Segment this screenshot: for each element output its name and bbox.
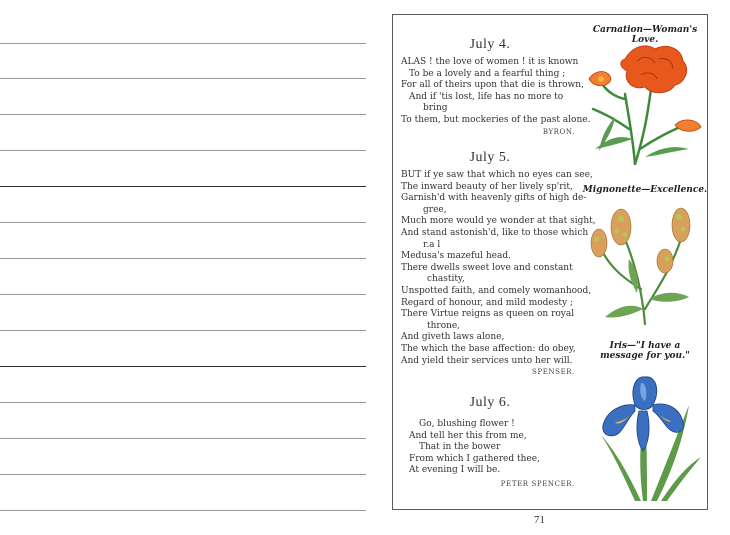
ruled-line	[0, 438, 366, 439]
verse-line: From which I gathered thee,	[409, 453, 540, 464]
verse-line: Regard of honour, and mild modesty ;	[401, 297, 573, 308]
entry-july-5	[401, 150, 596, 377]
printed-page	[386, 0, 730, 535]
ruled-line	[0, 330, 366, 331]
verse-line: BUT if ye saw that which no eyes can see,	[401, 170, 593, 180]
verse-line: And giveth laws alone,	[401, 332, 505, 343]
flower-caption: Iris—"I have a message for you."	[600, 341, 690, 361]
ruled-line	[0, 186, 366, 187]
author-byline: BYRON.	[542, 127, 575, 136]
verse-line: chastity,	[427, 274, 465, 285]
verse-line: Unspotted faith, and comely womanhood,	[401, 285, 592, 296]
mignonette-illustration-icon	[585, 199, 705, 325]
verse-line: ALAS ! the love of women ! it is known	[401, 57, 579, 67]
verse-line: Go, blushing flower !	[419, 419, 515, 429]
verse-line: And if 'tis lost, life has no more to	[409, 91, 564, 102]
verse-line: To be a lovely and a fearful thing ;	[409, 68, 566, 79]
page-frame	[392, 14, 708, 510]
ruled-line	[0, 222, 366, 223]
ruled-line	[0, 294, 366, 295]
verse-line: And stand astonish'd, like to those which	[401, 227, 589, 238]
flower-column	[581, 15, 709, 511]
page-number: 71	[534, 514, 545, 526]
verse-line: gree,	[423, 204, 447, 215]
ruled-line	[0, 510, 366, 511]
ruled-line	[0, 402, 366, 403]
entry-title: July 4.	[469, 37, 511, 52]
verse-line: Much more would ye wonder at that sight,	[401, 216, 596, 227]
iris-illustration-icon	[585, 371, 705, 503]
entry-title: July 5.	[469, 150, 511, 165]
verse	[401, 415, 579, 477]
verse-line: That in the bower	[419, 442, 501, 453]
verse-line: The inward beauty of her lively sp'rit,	[401, 181, 573, 192]
ruled-line	[0, 366, 366, 367]
verse-line: r.a l	[423, 239, 441, 250]
ruled-line	[0, 78, 366, 79]
verse-line: And yield their services unto her will.	[401, 355, 573, 366]
verse-line: To them, but mockeries of the past alone.	[401, 114, 591, 125]
verse-line: And tell her this from me,	[409, 430, 527, 441]
entry-july-6	[401, 395, 579, 488]
entry-title: July 6.	[469, 395, 511, 410]
verse-line: There Virtue reigns as queen on royal	[401, 309, 575, 320]
flower-caption: Carnation—Woman's Love.	[592, 25, 698, 45]
verse-line: Garnish'd with heavenly gifts of high de-	[401, 193, 587, 204]
verse-line: bring	[423, 103, 448, 114]
ruled-line	[0, 258, 366, 259]
flower-caption: Mignonette—Excellence.	[582, 185, 708, 195]
carnation-illustration-icon	[585, 39, 705, 165]
ruled-line	[0, 474, 366, 475]
verse	[401, 57, 591, 127]
ruled-line	[0, 150, 366, 151]
ruled-line	[0, 114, 366, 115]
verse-line: Medusa's mazeful head.	[401, 251, 511, 262]
verse-line: The which the base affection: do obey,	[401, 343, 576, 354]
verse-line: For all of theirs upon that die is thrown,	[401, 80, 584, 91]
verse	[401, 170, 596, 367]
verse-line: throne,	[427, 320, 461, 331]
author-byline: PETER SPENCER.	[500, 479, 575, 488]
entry-july-4	[401, 37, 591, 136]
verse-line: At evening I will be.	[409, 465, 501, 476]
ruled-line	[0, 43, 366, 44]
verse-line: There dwells sweet love and constant	[401, 262, 573, 273]
author-byline: SPENSER.	[532, 368, 575, 377]
